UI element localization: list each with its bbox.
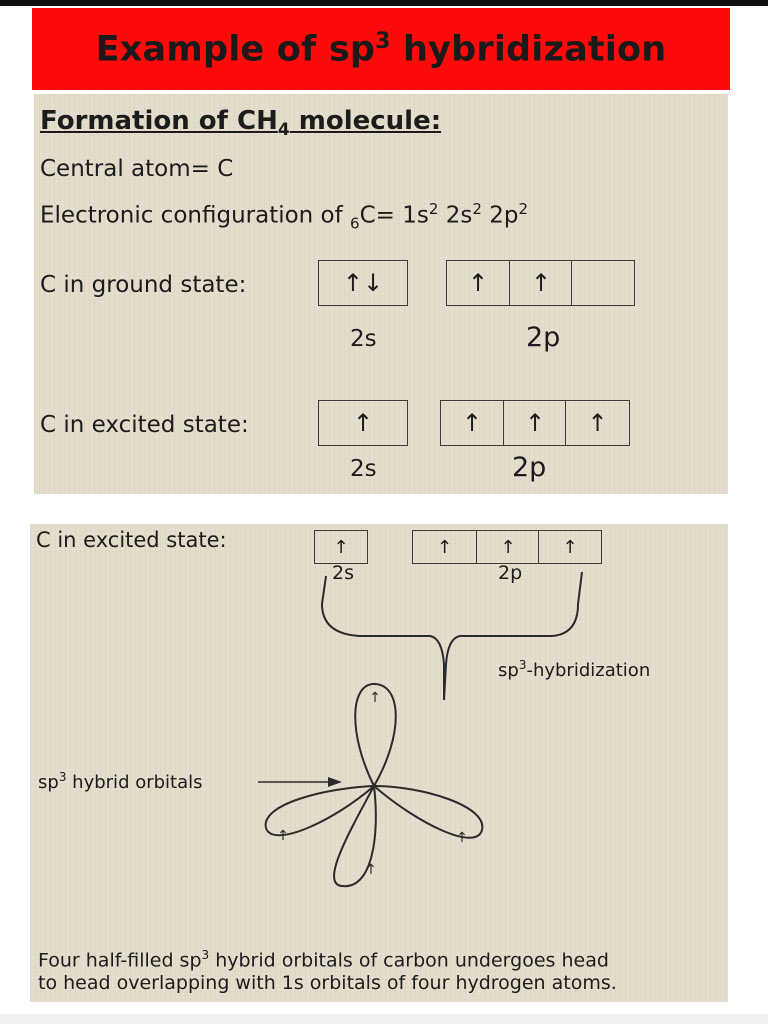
hybridization-panel: [30, 524, 728, 1002]
excited-2s-label: 2s: [350, 456, 377, 482]
section-heading: Formation of $CH_4$ molecule:: [40, 106, 442, 141]
ground-2p-box: [446, 260, 635, 306]
panel2-excited-label: C in excited state:: [36, 528, 227, 552]
bottom-divider: [0, 1014, 768, 1024]
bottom-lobe-arrow: ↑: [365, 862, 377, 878]
panel2-2s-label: 2s: [332, 562, 354, 584]
excited-2p-box: [440, 400, 630, 446]
ground-2s-box: [318, 260, 408, 306]
excited-2p-label: 2p: [512, 452, 547, 483]
title-banner: [32, 8, 730, 90]
right-lobe-arrow: ↑: [456, 830, 468, 846]
ground-2s-cell: ↑↓: [342, 269, 384, 297]
excited-2p-cell-2: ↑: [503, 401, 566, 445]
panel2-2p-label: 2p: [498, 562, 523, 584]
top-lobe-arrow: ↑: [369, 690, 381, 706]
pointer-arrow-head: [328, 777, 342, 787]
excited-2s-box: [318, 400, 408, 446]
hybrid-orbitals-label: $sp^3$ hybrid orbitals: [38, 770, 203, 793]
ground-2p-cell-1: ↑: [467, 269, 489, 297]
central-atom-text: Central atom= C: [40, 156, 234, 182]
ground-2p-cell-3: [571, 261, 634, 305]
footer-caption: Four half-filled $sp^3$ hybrid orbitals of carbon undergoes head to head overlapping with 1s orbitals of four hydrogen atoms.: [38, 948, 617, 995]
excited-state-label: C in excited state:: [40, 412, 249, 438]
electronic-configuration: Electronic configuration of $_6C= 1s^2$ $2s^2$ $2p^2$: [40, 200, 528, 233]
excited-2p-cell-3: ↑: [565, 401, 629, 445]
panel2-2s-cell: ↑: [333, 536, 349, 558]
ground-2s-label: 2s: [350, 326, 377, 352]
ground-state-label: C in ground state:: [40, 272, 247, 298]
grouping-brace: [322, 572, 582, 700]
panel2-2p-cell-3: ↑: [538, 531, 601, 563]
orbital-diagram: [30, 524, 728, 1002]
left-lobe-arrow: ↑: [277, 828, 289, 844]
top-edge: [0, 0, 768, 6]
panel2-2p-cell-1: ↑: [436, 536, 453, 558]
configuration-panel: [34, 94, 728, 494]
slide-title: Example of $sp^3$ hybridization: [95, 28, 667, 70]
panel2-2p-cell-2: ↑: [476, 531, 539, 563]
hybridization-label: $sp^3$-hybridization: [498, 658, 651, 681]
ground-2p-label: 2p: [526, 322, 561, 353]
excited-2s-cell: ↑: [352, 409, 374, 437]
excited-2p-cell-1: ↑: [461, 409, 483, 437]
ground-2p-cell-2: ↑: [509, 261, 572, 305]
